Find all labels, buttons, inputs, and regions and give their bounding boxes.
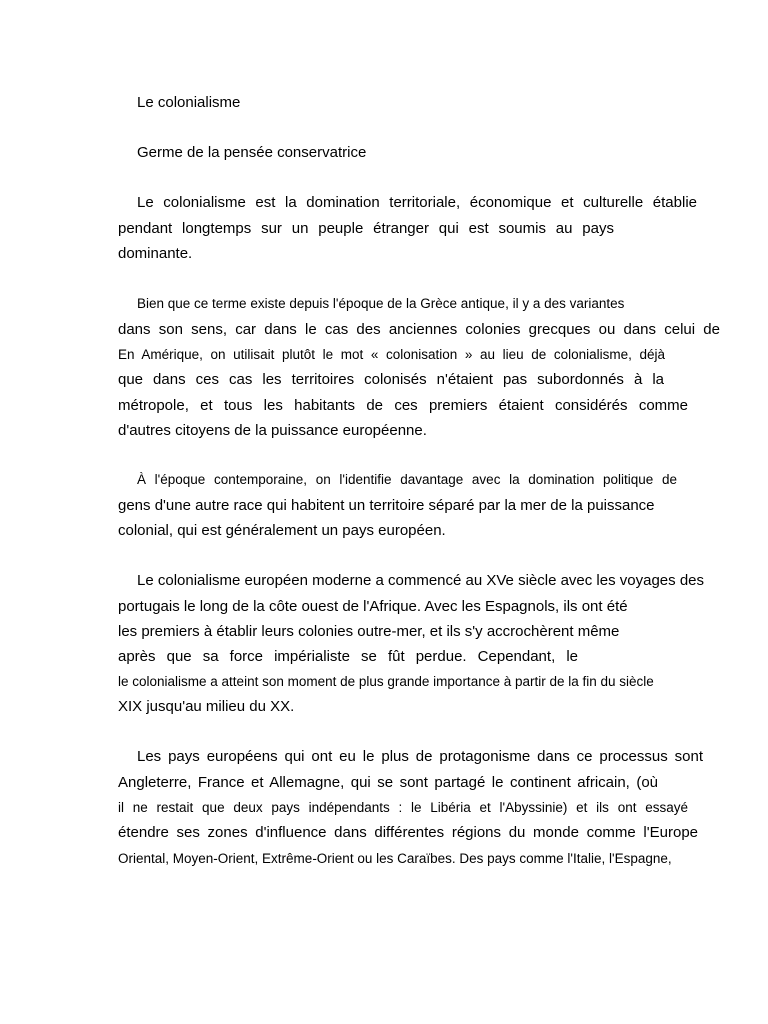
paragraph-4-line-6: XIX jusqu'au milieu du XX. — [118, 698, 295, 715]
paragraph-2-line-2: dans son sens, car dans le cas des anciennes colonies grecques ou dans celui de — [118, 321, 720, 338]
paragraph-2-line-1: Bien que ce terme existe depuis l'époque de la Grèce antique, il y a des variantes — [137, 296, 625, 311]
paragraph-3-line-1: À l'époque contemporaine, on l'identifie davantage avec la domination politique de — [137, 472, 677, 487]
paragraph-5-line-2: Angleterre, France et Allemagne, qui se sont partagé le continent africain, (où — [118, 774, 658, 791]
paragraph-1-line-1: Le colonialisme est la domination territoriale, économique et culturelle établie — [137, 194, 697, 211]
paragraph-2-line-3: En Amérique, on utilisait plutôt le mot « colonisation » au lieu de colonialisme, déjà — [118, 347, 665, 362]
paragraph-5-line-1: Les pays européens qui ont eu le plus de protagonisme dans ce processus sont — [137, 748, 703, 765]
paragraph-3-line-3: colonial, qui est généralement un pays européen. — [118, 522, 446, 539]
paragraph-2-line-5: métropole, et tous les habitants de ces premiers étaient considérés comme — [118, 397, 688, 414]
paragraph-5-line-3: il ne restait que deux pays indépendants : le Libéria et l'Abyssinie) et ils ont essayé — [118, 800, 688, 815]
paragraph-4-line-3: les premiers à établir leurs colonies outre-mer, et ils s'y accrochèrent même — [118, 623, 620, 640]
paragraph-1-line-3: dominante. — [118, 245, 193, 262]
paragraph-2-line-4: que dans ces cas les territoires colonisés n'étaient pas subordonnés à la — [118, 371, 664, 388]
paragraph-4-line-4: après que sa force impérialiste se fût perdue. Cependant, le — [118, 648, 578, 665]
paragraph-5-line-5: Oriental, Moyen-Orient, Extrême-Orient ou les Caraïbes. Des pays comme l'Italie, l'Espagne, — [118, 851, 672, 866]
paragraph-1-line-2: pendant longtemps sur un peuple étranger qui est soumis au pays — [118, 220, 614, 237]
paragraph-2-line-6: d'autres citoyens de la puissance européenne. — [118, 422, 427, 439]
paragraph-4-line-1: Le colonialisme européen moderne a commencé au XVe siècle avec les voyages des — [137, 572, 704, 589]
paragraph-5-line-4: étendre ses zones d'influence dans différentes régions du monde comme l'Europe — [118, 824, 698, 841]
document-subtitle: Germe de la pensée conservatrice — [137, 144, 367, 161]
paragraph-3-line-2: gens d'une autre race qui habitent un territoire séparé par la mer de la puissance — [118, 497, 655, 514]
paragraph-4-line-5: le colonialisme a atteint son moment de plus grande importance à partir de la fin du siècle — [118, 674, 654, 689]
paragraph-4-line-2: portugais le long de la côte ouest de l'Afrique. Avec les Espagnols, ils ont été — [118, 598, 628, 615]
document-title: Le colonialisme — [137, 94, 241, 111]
